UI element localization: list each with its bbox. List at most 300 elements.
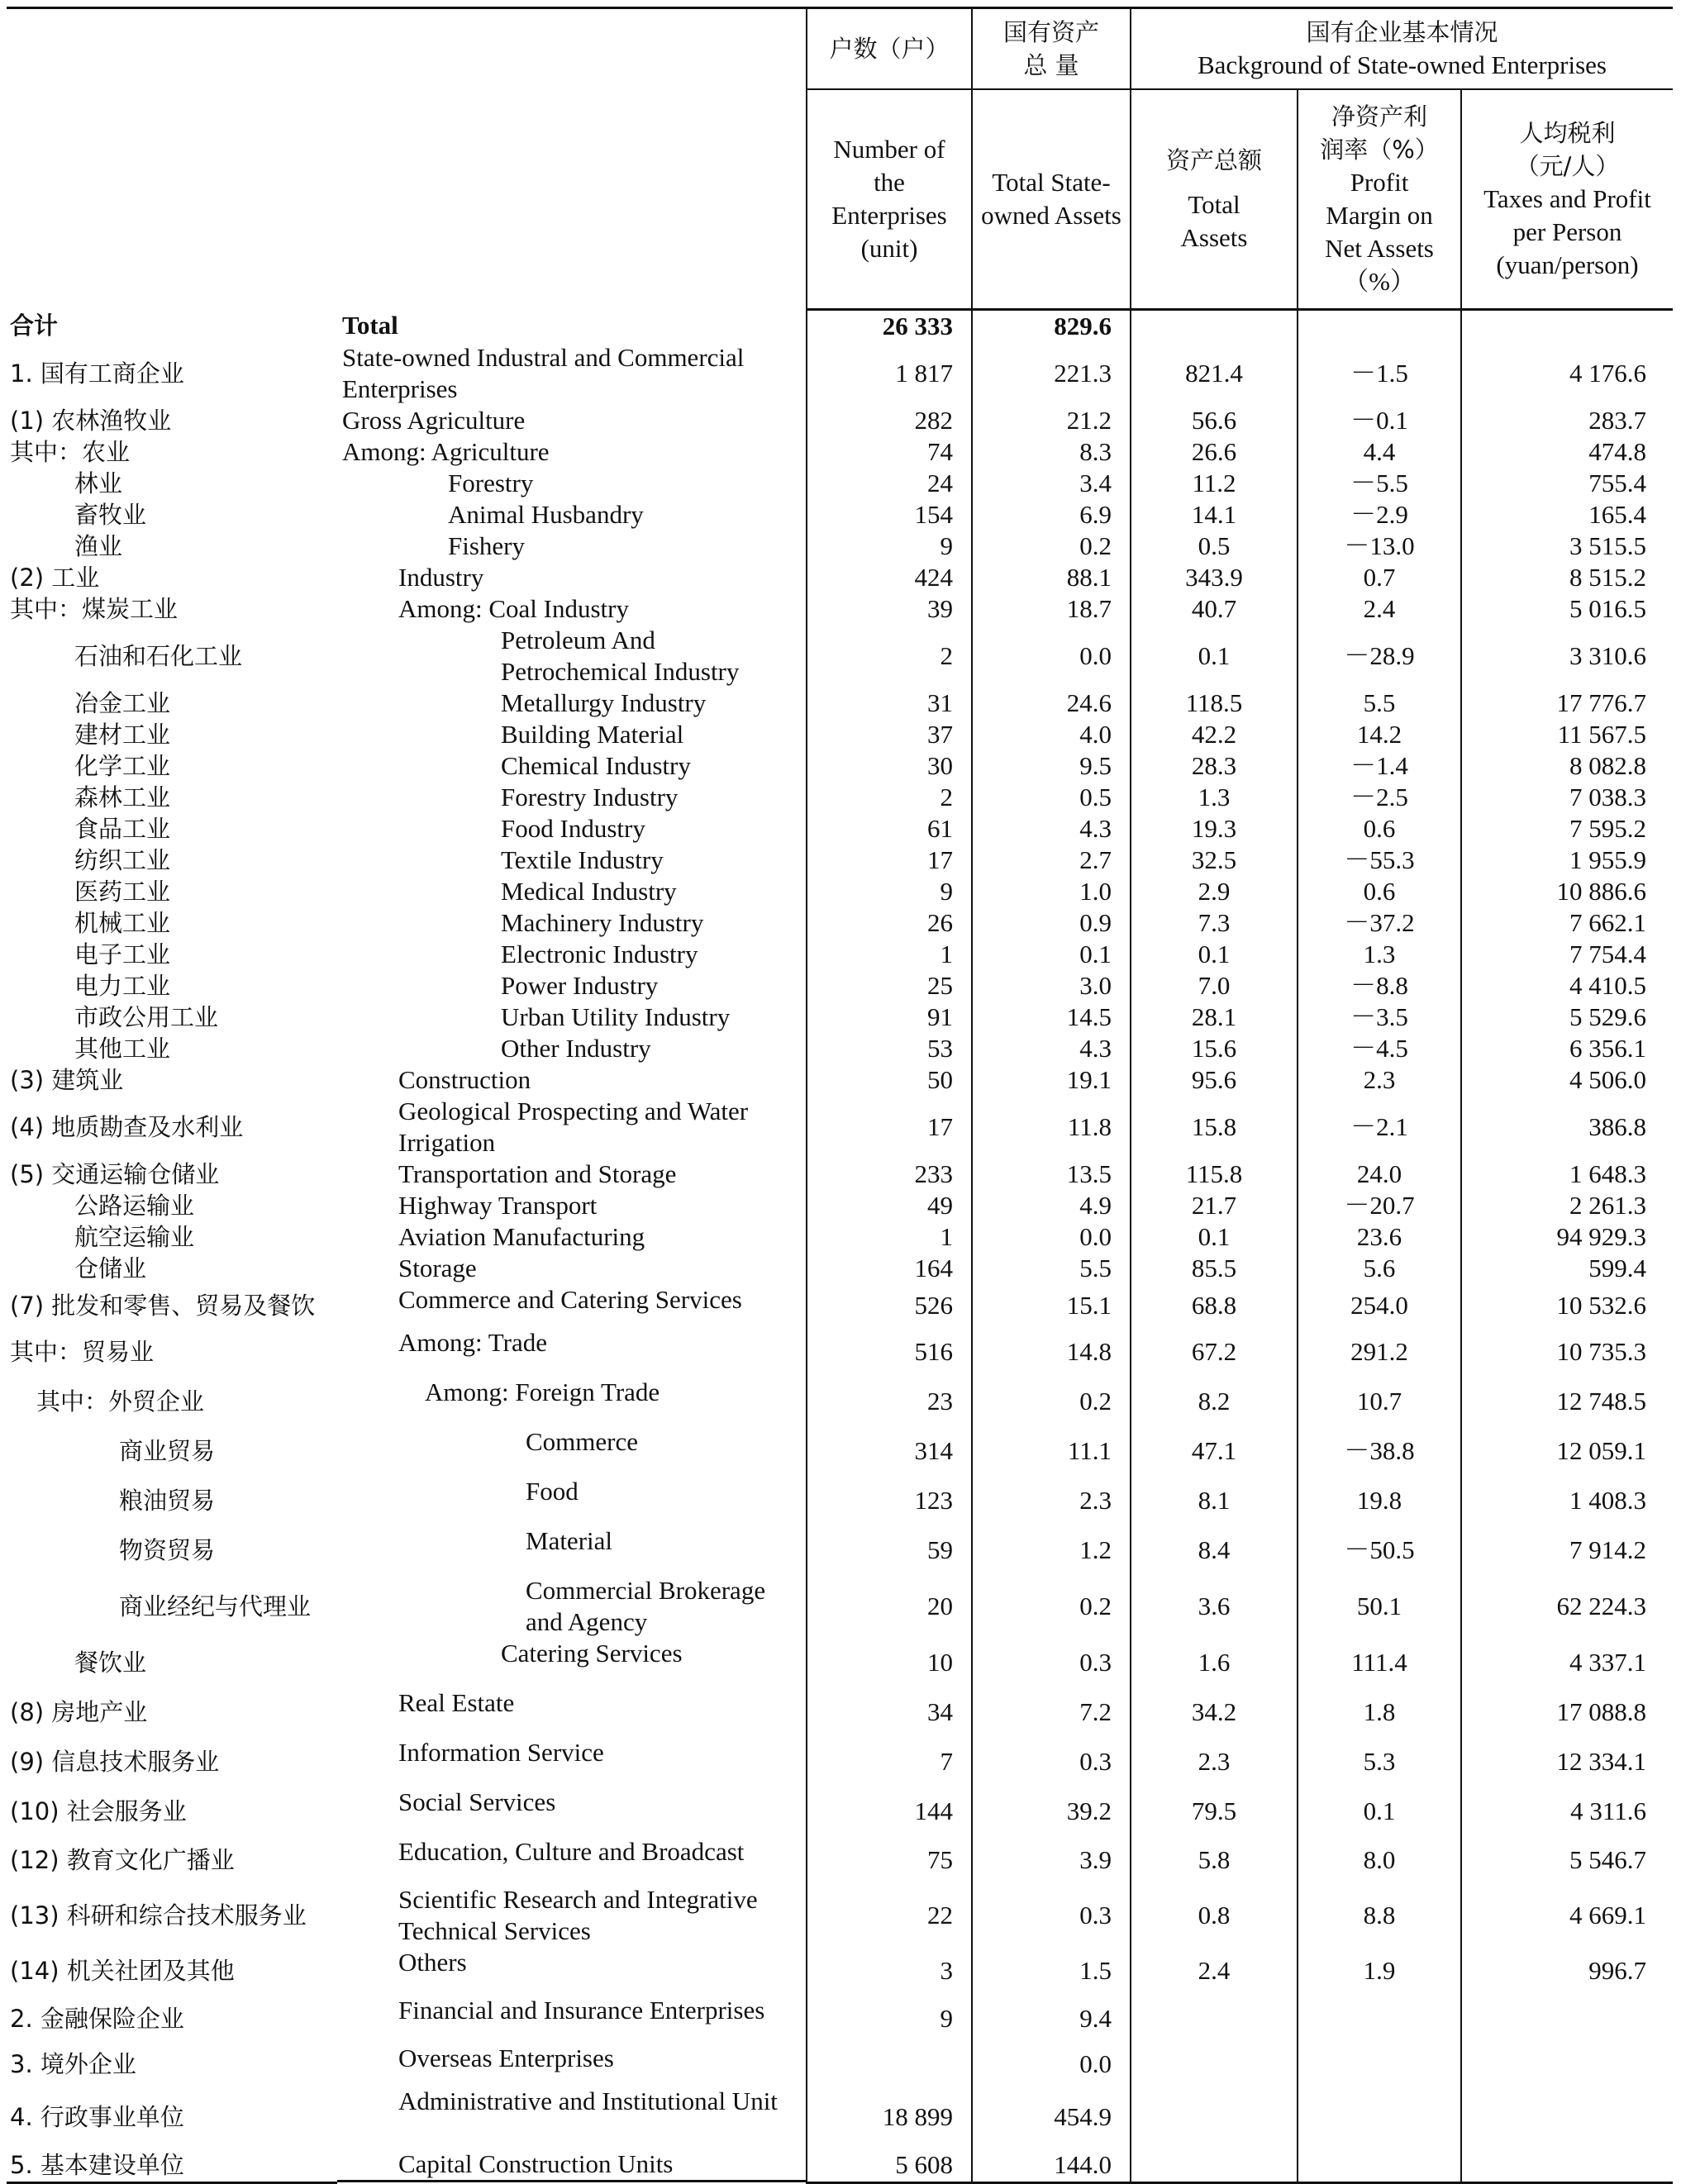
state-assets-cell: 11.8 (972, 1096, 1131, 1159)
taxes-profit-cell: 10 735.3 (1461, 1327, 1673, 1377)
taxes-profit-cell (1461, 1995, 1673, 2043)
total-assets-cell: 19.3 (1131, 813, 1298, 845)
enterprise-count-cell: 25 (807, 970, 972, 1002)
row-label-en: Electronic Industry (501, 940, 698, 968)
table-row (7, 1638, 1673, 1687)
state-assets-cell: 39.2 (972, 1787, 1131, 1836)
row-label-en: Highway Transport (398, 1191, 598, 1220)
row-label-en: Catering Services (501, 1639, 683, 1668)
table-row (7, 750, 1673, 782)
total-assets-cell: 34.2 (1131, 1687, 1298, 1737)
state-assets-cell: 144.0 (972, 2148, 1131, 2182)
table-row (7, 782, 1673, 813)
row-label-cn: 化学工业 (74, 752, 171, 780)
table-row (7, 436, 1673, 468)
profit-margin-cell: 8.8 (1298, 1884, 1461, 1947)
taxes-profit-cell: 3 515.5 (1461, 531, 1673, 562)
table-row (7, 1377, 1673, 1426)
row-label-en: Capital Construction Units (337, 2148, 806, 2182)
row-label-cn: 食品工业 (74, 815, 171, 843)
total-assets-cell: 118.5 (1131, 688, 1298, 719)
taxes-profit-cell: 599.4 (1461, 1253, 1673, 1284)
state-assets-cell: 13.5 (972, 1159, 1131, 1190)
row-label-en: Medical Industry (501, 877, 677, 906)
enterprise-count-cell: 74 (807, 436, 972, 468)
state-assets-cell: 8.3 (972, 436, 1131, 468)
taxes-profit-cell: 386.8 (1461, 1096, 1673, 1159)
enterprise-count-cell: 59 (807, 1525, 972, 1575)
state-assets-cell: 9.5 (972, 750, 1131, 782)
taxes-profit-cell: 4 669.1 (1461, 1884, 1673, 1947)
profit-margin-cell: －3.5 (1298, 1002, 1461, 1033)
row-label-en: Chemical Industry (501, 751, 691, 780)
state-assets-cell: 1.2 (972, 1525, 1131, 1575)
header-total-assets: 资产总额 Total Assets (1131, 89, 1298, 310)
enterprise-count-cell: 1 (807, 1221, 972, 1253)
row-label-cn: 电子工业 (74, 940, 171, 968)
total-assets-cell: 115.8 (1131, 1159, 1298, 1190)
total-assets-cell: 56.6 (1131, 405, 1298, 436)
table-row (7, 468, 1673, 499)
taxes-profit-cell: 7 914.2 (1461, 1525, 1673, 1575)
enterprise-count-cell: 61 (807, 813, 972, 845)
row-label-cn: (2) 工业 (10, 564, 100, 592)
total-assets-cell: 68.8 (1131, 1284, 1298, 1327)
row-label-cn: 合计 (10, 312, 59, 340)
row-label-cn: 3. 境外企业 (10, 2050, 136, 2078)
row-label-en: Social Services (398, 1787, 556, 1816)
row-label-cn: (3) 建筑业 (10, 1066, 124, 1094)
state-assets-cell: 3.0 (972, 970, 1131, 1002)
row-label-cn: (8) 房地产业 (10, 1698, 148, 1726)
state-assets-cell: 0.9 (972, 907, 1131, 939)
enterprise-count-cell: 37 (807, 719, 972, 750)
row-label-cn: 纺织工业 (74, 846, 171, 874)
profit-margin-cell: 0.6 (1298, 813, 1461, 845)
row-label-en: Urban Utility Industry (501, 1002, 731, 1031)
total-assets-cell: 821.4 (1131, 342, 1298, 405)
row-label-en: Construction (398, 1065, 531, 1094)
profit-margin-cell: －37.2 (1298, 907, 1461, 939)
row-label-cn: 建材工业 (74, 721, 171, 749)
table-row (7, 1064, 1673, 1096)
total-assets-cell: 8.1 (1131, 1476, 1298, 1525)
enterprise-count-cell: 22 (807, 1884, 972, 1947)
profit-margin-cell: 50.1 (1298, 1575, 1461, 1638)
total-assets-cell: 47.1 (1131, 1426, 1298, 1476)
total-assets-cell: 67.2 (1131, 1327, 1298, 1377)
table-row (7, 876, 1673, 907)
row-label-cn: (4) 地质勘查及水利业 (10, 1113, 244, 1141)
state-assets-cell: 21.2 (972, 405, 1131, 436)
row-label-cn: 其中：外贸企业 (36, 1387, 205, 1416)
state-assets-cell: 1.0 (972, 876, 1131, 907)
enterprise-count-cell: 26 333 (807, 310, 972, 343)
row-label-cn: 林业 (74, 469, 123, 497)
row-label-cn: 5. 基本建设单位 (7, 2148, 337, 2182)
header-taxes-profit: 人均税利 （元/人） Taxes and Profit per Person (yuan/person) (1461, 89, 1673, 310)
profit-margin-cell: －28.9 (1298, 625, 1461, 688)
total-assets-cell: 14.1 (1131, 499, 1298, 531)
table-row (7, 1096, 1673, 1159)
enterprise-count-cell: 10 (807, 1638, 972, 1687)
row-label-cn: 其他工业 (74, 1035, 171, 1063)
row-label-en: Among: Agriculture (342, 437, 550, 466)
profit-margin-cell (1298, 2086, 1461, 2148)
table-row (7, 1884, 1673, 1947)
table-row (7, 1426, 1673, 1476)
taxes-profit-cell: 3 310.6 (1461, 625, 1673, 688)
table-header (7, 8, 1673, 310)
row-label-en: Overseas Enterprises (398, 2044, 614, 2072)
state-assets-cell: 9.4 (972, 1995, 1131, 2043)
state-assets-cell: 0.2 (972, 1575, 1131, 1638)
row-label-cn: (14) 机关社团及其他 (10, 1957, 235, 1985)
row-label-en: Among: Trade (398, 1328, 547, 1357)
row-label-en: Industry (398, 563, 484, 592)
table-row (7, 2086, 1673, 2148)
row-label-cn: (1) 农林渔牧业 (10, 407, 172, 435)
taxes-profit-cell: 996.7 (1461, 1947, 1673, 1995)
state-assets-cell: 0.0 (972, 625, 1131, 688)
profit-margin-cell: －50.5 (1298, 1525, 1461, 1575)
row-label-en: State-owned Industral and Commercial Enterprises (342, 343, 745, 403)
row-label-cn: 冶金工业 (74, 689, 171, 717)
total-assets-cell: 0.1 (1131, 939, 1298, 970)
profit-margin-cell: 254.0 (1298, 1284, 1461, 1327)
total-assets-cell: 0.5 (1131, 531, 1298, 562)
total-assets-cell: 3.6 (1131, 1575, 1298, 1638)
total-assets-cell: 1.3 (1131, 782, 1298, 813)
row-label-en: Education, Culture and Broadcast (398, 1837, 745, 1866)
table-body (7, 310, 1673, 2183)
profit-margin-cell: 5.5 (1298, 688, 1461, 719)
row-label-cn: (9) 信息技术服务业 (10, 1748, 220, 1776)
row-label-en: Real Estate (398, 1688, 515, 1717)
state-assets-cell: 14.5 (972, 1002, 1131, 1033)
enterprise-count-cell: 3 (807, 1947, 972, 1995)
enterprise-count-cell: 5 608 (807, 2148, 972, 2182)
profit-margin-cell: 1.9 (1298, 1947, 1461, 1995)
taxes-profit-cell (1461, 2148, 1673, 2182)
profit-margin-cell: －2.9 (1298, 499, 1461, 531)
total-assets-cell: 85.5 (1131, 1253, 1298, 1284)
row-label-cn: 其中：贸易业 (10, 1338, 155, 1366)
taxes-profit-cell: 5 529.6 (1461, 1002, 1673, 1033)
row-label-cn: 其中：煤炭工业 (10, 595, 179, 623)
profit-margin-cell: －55.3 (1298, 845, 1461, 876)
profit-margin-cell: －2.5 (1298, 782, 1461, 813)
header-count-cn: 户数（户） (807, 8, 972, 90)
profit-margin-cell: 1.3 (1298, 939, 1461, 970)
row-label-cn: 森林工业 (74, 783, 171, 811)
row-label-cn: 仓储业 (74, 1254, 147, 1282)
total-assets-cell: 0.1 (1131, 625, 1298, 688)
table-row (7, 1221, 1673, 1253)
table-row (7, 405, 1673, 436)
enterprise-count-cell: 7 (807, 1737, 972, 1787)
taxes-profit-cell: 7 662.1 (1461, 907, 1673, 939)
state-assets-cell: 0.1 (972, 939, 1131, 970)
total-assets-cell: 28.3 (1131, 750, 1298, 782)
row-label-cn: 机械工业 (74, 909, 171, 937)
profit-margin-cell: 0.1 (1298, 1787, 1461, 1836)
total-assets-cell: 5.8 (1131, 1836, 1298, 1884)
enterprise-count-cell: 26 (807, 907, 972, 939)
taxes-profit-cell: 4 176.6 (1461, 342, 1673, 405)
total-assets-cell: 2.3 (1131, 1737, 1298, 1787)
row-label-en: Geological Prospecting and Water Irrigation (398, 1097, 749, 1157)
taxes-profit-cell: 10 532.6 (1461, 1284, 1673, 1327)
row-label-en: Forestry Industry (501, 783, 679, 811)
state-assets-cell: 454.9 (972, 2086, 1131, 2148)
taxes-profit-cell: 4 410.5 (1461, 970, 1673, 1002)
state-assets-cell: 2.7 (972, 845, 1131, 876)
taxes-profit-cell: 7 754.4 (1461, 939, 1673, 970)
row-label-en: Material (526, 1526, 613, 1555)
profit-margin-cell: 4.4 (1298, 436, 1461, 468)
row-label-cn: (13) 科研和综合技术服务业 (10, 1901, 307, 1929)
state-assets-cell: 2.3 (972, 1476, 1131, 1525)
table-row (7, 939, 1673, 970)
profit-margin-cell: 19.8 (1298, 1476, 1461, 1525)
row-label-en: Power Industry (501, 971, 659, 1000)
table-row (7, 310, 1673, 343)
enterprise-count-cell: 17 (807, 845, 972, 876)
table-row (7, 593, 1673, 625)
table-row (7, 1253, 1673, 1284)
table-row (7, 688, 1673, 719)
row-label-cn: 电力工业 (74, 972, 171, 1000)
header-background-cn: 国有企业基本情况 (1306, 18, 1498, 46)
total-assets-cell (1131, 2148, 1298, 2182)
row-label-en: Fishery (448, 531, 525, 560)
profit-margin-cell: －8.8 (1298, 970, 1461, 1002)
state-assets-cell: 0.3 (972, 1884, 1131, 1947)
profit-margin-cell: －0.1 (1298, 405, 1461, 436)
enterprise-count-cell: 17 (807, 1096, 972, 1159)
total-assets-cell: 8.4 (1131, 1525, 1298, 1575)
profit-margin-cell: －38.8 (1298, 1426, 1461, 1476)
total-assets-cell (1131, 2043, 1298, 2086)
enterprise-count-cell: 1 (807, 939, 972, 970)
taxes-profit-cell: 4 337.1 (1461, 1638, 1673, 1687)
taxes-profit-cell: 10 886.6 (1461, 876, 1673, 907)
row-label-cn: 渔业 (74, 532, 123, 560)
profit-margin-cell (1298, 2043, 1461, 2086)
state-assets-cell: 4.9 (972, 1190, 1131, 1221)
table-row (7, 1190, 1673, 1221)
enterprise-count-cell (807, 2043, 972, 2086)
taxes-profit-cell: 8 515.2 (1461, 562, 1673, 593)
table-row (7, 1687, 1673, 1737)
row-label-cn: 航空运输业 (74, 1223, 195, 1251)
total-assets-cell: 79.5 (1131, 1787, 1298, 1836)
total-assets-cell: 7.0 (1131, 970, 1298, 1002)
total-assets-cell: 21.7 (1131, 1190, 1298, 1221)
table-row (7, 625, 1673, 688)
table-row (7, 1002, 1673, 1033)
state-assets-cell: 4.3 (972, 1033, 1131, 1064)
taxes-profit-cell: 11 567.5 (1461, 719, 1673, 750)
enterprise-count-cell: 526 (807, 1284, 972, 1327)
state-assets-cell: 221.3 (972, 342, 1131, 405)
taxes-profit-cell: 4 311.6 (1461, 1787, 1673, 1836)
enterprise-count-cell: 424 (807, 562, 972, 593)
row-label-cn: 4. 行政事业单位 (10, 2103, 184, 2131)
taxes-profit-cell: 1 648.3 (1461, 1159, 1673, 1190)
taxes-profit-cell: 7 038.3 (1461, 782, 1673, 813)
taxes-profit-cell (1461, 2043, 1673, 2086)
state-assets-cell: 0.3 (972, 1638, 1131, 1687)
total-assets-cell: 40.7 (1131, 593, 1298, 625)
table-row (7, 1476, 1673, 1525)
taxes-profit-cell: 17 088.8 (1461, 1687, 1673, 1737)
taxes-profit-cell: 5 546.7 (1461, 1836, 1673, 1884)
table-row (7, 1284, 1673, 1327)
row-label-cn: 物资贸易 (119, 1536, 216, 1564)
enterprise-count-cell: 49 (807, 1190, 972, 1221)
enterprise-count-cell: 31 (807, 688, 972, 719)
row-label-en: Commerce and Catering Services (398, 1285, 742, 1314)
header-background-en: Background of State-owned Enterprises (1198, 50, 1607, 79)
profit-margin-cell: 0.6 (1298, 876, 1461, 907)
enterprise-count-cell: 24 (807, 468, 972, 499)
enterprise-count-cell: 233 (807, 1159, 972, 1190)
state-assets-cell: 0.0 (972, 1221, 1131, 1253)
total-assets-cell (1131, 2086, 1298, 2148)
profit-margin-cell: －5.5 (1298, 468, 1461, 499)
total-assets-cell: 8.2 (1131, 1377, 1298, 1426)
taxes-profit-cell: 8 082.8 (1461, 750, 1673, 782)
row-label-cn: (5) 交通运输仓储业 (10, 1160, 220, 1188)
table-row (7, 1327, 1673, 1377)
profit-margin-cell: 2.3 (1298, 1064, 1461, 1096)
header-assets-cn: 国有资产 总 量 (972, 8, 1131, 90)
total-assets-cell: 15.8 (1131, 1096, 1298, 1159)
enterprise-count-cell: 34 (807, 1687, 972, 1737)
state-assets-cell: 88.1 (972, 562, 1131, 593)
taxes-profit-cell (1461, 2086, 1673, 2148)
enterprise-count-cell: 91 (807, 1002, 972, 1033)
table-row (7, 2043, 1673, 2086)
table-row (7, 1525, 1673, 1575)
table-row (7, 342, 1673, 405)
row-label-en: Storage (398, 1254, 477, 1282)
enterprise-count-cell: 18 899 (807, 2086, 972, 2148)
state-assets-cell: 6.9 (972, 499, 1131, 531)
row-label-en: Petroleum And Petrochemical Industry (501, 626, 740, 686)
profit-margin-cell: 111.4 (1298, 1638, 1461, 1687)
enterprise-count-cell: 50 (807, 1064, 972, 1096)
row-label-cn: 1. 国有工商企业 (10, 359, 184, 388)
enterprise-count-cell: 144 (807, 1787, 972, 1836)
profit-margin-cell: 14.2 (1298, 719, 1461, 750)
taxes-profit-cell (1461, 310, 1673, 343)
enterprise-count-cell: 75 (807, 1836, 972, 1884)
taxes-profit-cell: 755.4 (1461, 468, 1673, 499)
total-assets-cell: 95.6 (1131, 1064, 1298, 1096)
total-assets-cell: 32.5 (1131, 845, 1298, 876)
profit-margin-cell: －13.0 (1298, 531, 1461, 562)
total-assets-cell: 15.6 (1131, 1033, 1298, 1064)
state-assets-cell: 3.4 (972, 468, 1131, 499)
table-row (7, 1787, 1673, 1836)
total-assets-cell: 7.3 (1131, 907, 1298, 939)
total-assets-cell: 42.2 (1131, 719, 1298, 750)
taxes-profit-cell: 12 334.1 (1461, 1737, 1673, 1787)
row-label-cn: 医药工业 (74, 878, 171, 906)
state-assets-cell: 18.7 (972, 593, 1131, 625)
profit-margin-cell: 291.2 (1298, 1327, 1461, 1377)
taxes-profit-cell: 12 059.1 (1461, 1426, 1673, 1476)
table-row (7, 1575, 1673, 1638)
profit-margin-cell: 23.6 (1298, 1221, 1461, 1253)
row-label-en: Commercial Brokerage and Agency (526, 1576, 766, 1636)
row-label-en: Aviation Manufacturing (398, 1222, 645, 1251)
table-row (7, 531, 1673, 562)
row-label-cn: 其中：农业 (10, 438, 131, 466)
total-assets-cell: 1.6 (1131, 1638, 1298, 1687)
state-assets-cell: 829.6 (972, 310, 1131, 343)
taxes-profit-cell: 6 356.1 (1461, 1033, 1673, 1064)
profit-margin-cell: 10.7 (1298, 1377, 1461, 1426)
state-assets-cell: 15.1 (972, 1284, 1131, 1327)
total-assets-cell: 11.2 (1131, 468, 1298, 499)
table-row (7, 1995, 1673, 2043)
header-blank-cell (7, 8, 807, 310)
row-label-en: Food Industry (501, 814, 645, 843)
state-assets-cell: 1.5 (972, 1947, 1131, 1995)
taxes-profit-cell: 5 016.5 (1461, 593, 1673, 625)
profit-margin-cell: －1.5 (1298, 342, 1461, 405)
row-label-en: Others (398, 1948, 467, 1977)
row-label-cn: 畜牧业 (74, 501, 147, 529)
profit-margin-cell: －1.4 (1298, 750, 1461, 782)
header-background-group (1131, 8, 1673, 90)
taxes-profit-cell: 7 595.2 (1461, 813, 1673, 845)
total-assets-cell: 28.1 (1131, 1002, 1298, 1033)
profit-margin-cell: －2.1 (1298, 1096, 1461, 1159)
total-assets-cell: 343.9 (1131, 562, 1298, 593)
total-assets-cell: 2.9 (1131, 876, 1298, 907)
enterprise-count-cell: 123 (807, 1476, 972, 1525)
row-label-en: Metallurgy Industry (501, 688, 707, 717)
state-assets-cell: 7.2 (972, 1687, 1131, 1737)
row-label-en: Among: Foreign Trade (425, 1377, 660, 1406)
profit-margin-cell: －4.5 (1298, 1033, 1461, 1064)
enterprise-count-cell: 164 (807, 1253, 972, 1284)
row-label-cn: 2. 金融保险企业 (10, 2005, 184, 2033)
table-row (7, 1836, 1673, 1884)
profit-margin-cell: 5.3 (1298, 1737, 1461, 1787)
table-row (7, 719, 1673, 750)
row-label-en: Textile Industry (501, 845, 664, 874)
profit-margin-cell: 0.7 (1298, 562, 1461, 593)
table-row (7, 907, 1673, 939)
header-count-en: Number of the Enterprises (unit) (807, 89, 972, 310)
row-label-en: Gross Agriculture (342, 406, 526, 435)
row-label-cn: 粮油贸易 (119, 1487, 216, 1515)
taxes-profit-cell: 1 955.9 (1461, 845, 1673, 876)
taxes-profit-cell: 474.8 (1461, 436, 1673, 468)
row-label-en: Scientific Research and Integrative Technical Services (398, 1885, 758, 1945)
profit-margin-cell: 1.8 (1298, 1687, 1461, 1737)
table-row (7, 499, 1673, 531)
state-assets-cell: 14.8 (972, 1327, 1131, 1377)
total-assets-cell (1131, 1995, 1298, 2043)
state-assets-cell: 0.5 (972, 782, 1131, 813)
